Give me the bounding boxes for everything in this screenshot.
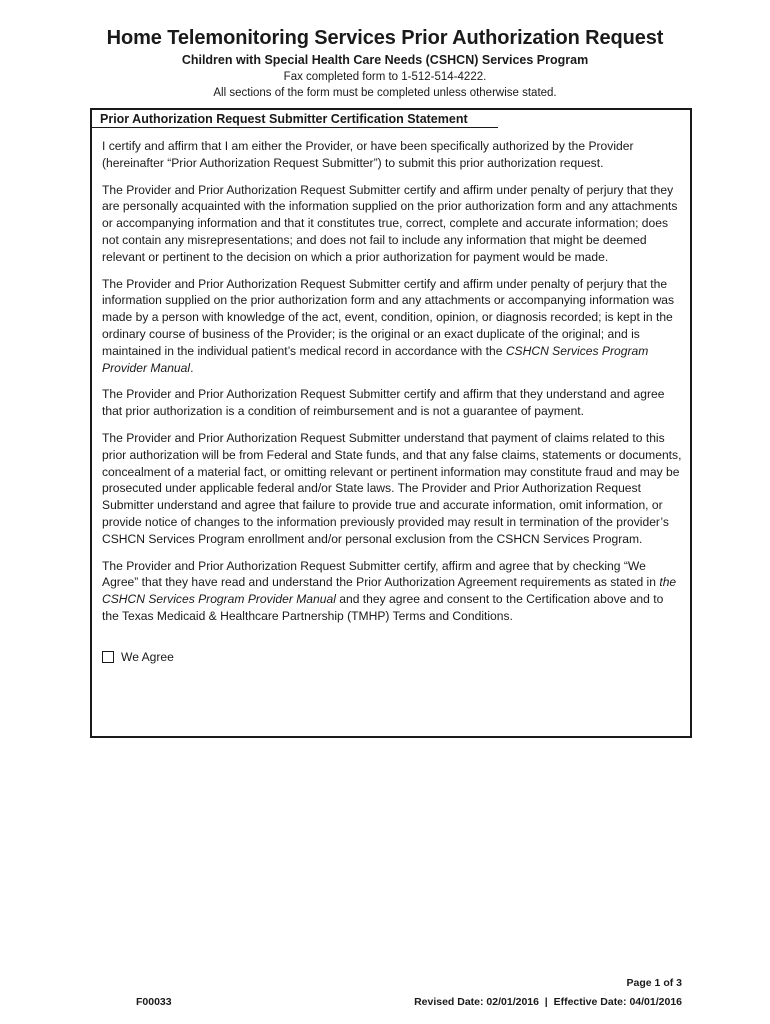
certification-paragraph-6 — [102, 558, 682, 625]
revision-dates: Revised Date: 02/01/2016 | Effective Date: 04/01/2016 — [414, 996, 682, 1008]
certification-section — [90, 108, 692, 738]
paragraph-3-text: The Provider and Prior Authorization Request Submitter certify and affirm under penalty of perjury that the information supplied on the prior authorization form and any attachments or accompanying information was made by a person with knowledge of the act, event, condition, opinion, or diagnosis recorded; is kept in the ordinary course of business of the Provider; is the original or an exact duplicate of the original; and is maintained in the individual patient’s medical record in accordance with the — [102, 276, 675, 358]
we-agree-label[interactable]: We Agree — [121, 649, 174, 664]
certification-heading: Prior Authorization Request Submitter Certification Statement — [92, 110, 498, 128]
certification-paragraph-1: I certify and affirm that I am either the Provider, or have been specifically authorized by the Provider (hereinafter “Prior Authorization Request Submitter”) to submit this prior authorization request. — [102, 139, 634, 170]
page-title: Home Telemonitoring Services Prior Authorization Request — [106, 27, 664, 49]
paragraph-3-manual-reference: CSHCN Services Program Provider Manual — [102, 343, 649, 375]
page-number: Page 1 of 3 — [626, 977, 682, 989]
paragraph-6-manual-reference: the CSHCN Services Program Provider Manual — [102, 575, 677, 607]
fax-instruction: Fax completed form to 1-512-514-4222. — [283, 71, 487, 83]
paragraph-3-end: . — [190, 360, 194, 375]
paragraph-6-text: The Provider and Prior Authorization Request Submitter certify, affirm and agree that by checking “We Agree” that they have read and understand the Prior Authorization Agreement requirements as stated in — [102, 558, 660, 590]
paragraph-6-end: and they agree and consent to the Certification above and to the Texas Medicaid & Healthcare Partnership (TMHP) Terms and Conditions. — [102, 592, 664, 623]
certification-paragraph-4: The Provider and Prior Authorization Request Submitter certify and affirm that they understand and agree that prior authorization is a condition of reimbursement and is not a guarantee of payment. — [102, 387, 665, 419]
certification-body — [92, 128, 690, 666]
program-subtitle: Children with Special Health Care Needs (CSHCN) Services Program — [181, 53, 589, 67]
we-agree-row[interactable] — [102, 649, 682, 666]
we-agree-checkbox[interactable] — [102, 651, 114, 663]
form-header — [0, 26, 770, 100]
certification-paragraph-3 — [102, 276, 682, 377]
certification-paragraph-5: The Provider and Prior Authorization Request Submitter understand that payment of claims related to this prior authorization will be from Federal and State funds, and that any false claims, statements or documents, concealment of a material fact, or omitting relevant or pertinent information may constitute fraud and may be prosecuted under applicable federal and/or State laws. The Provider and Prior Authorization Request Submitter understand and agree that failure to provide true and accurate information, omit information, or provide notice of changes to the information previously provided may result in termination of the provider’s CSHCN Services Program enrollment and/or personal exclusion from the CSHCN Services Program. — [102, 430, 682, 546]
form-number: F00033 — [136, 996, 172, 1008]
certification-paragraph-2: The Provider and Prior Authorization Request Submitter certify and affirm under penalty of perjury that they are personally acquainted with the information supplied on the prior authorization form and any attachments or accompanying information and that it constitutes true, correct, complete and accurate information; does not contain any misrepresentations; and does not fail to include any information that might be deemed relevant or pertinent to the decision on which a prior authorization for payment would be made. — [102, 182, 678, 264]
completion-instruction: All sections of the form must be completed unless otherwise stated. — [213, 87, 557, 99]
